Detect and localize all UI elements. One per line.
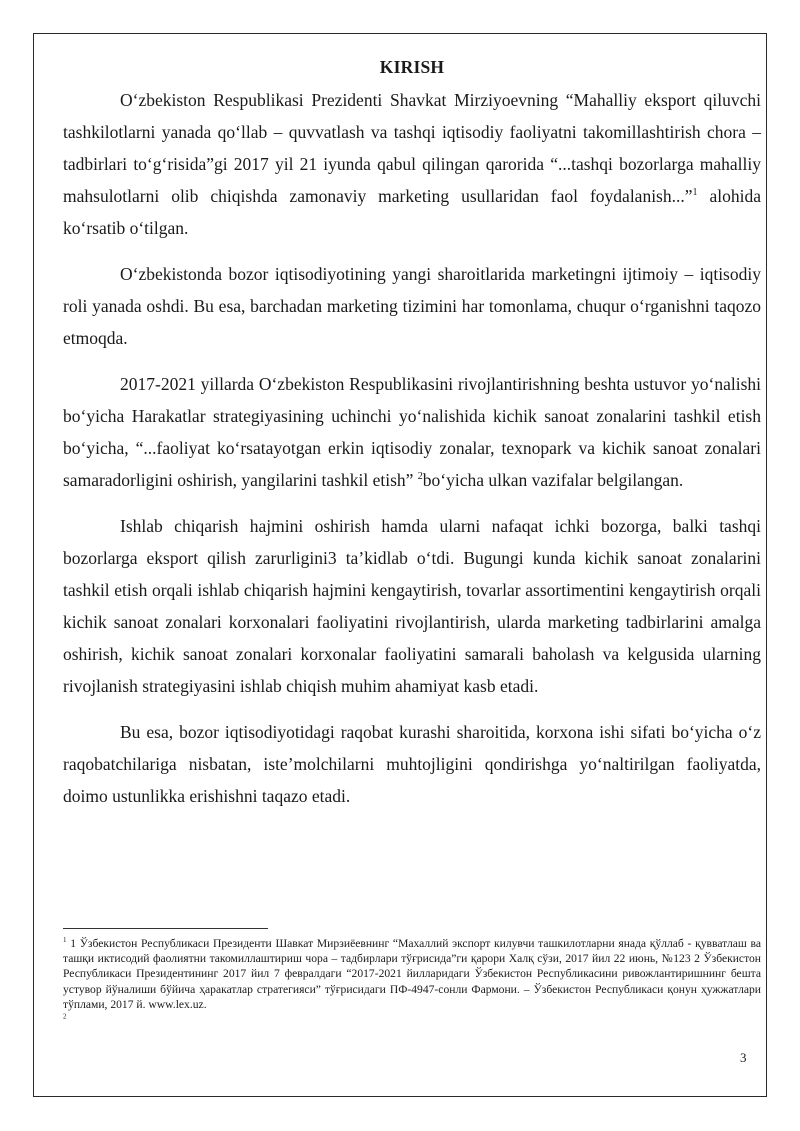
footnote-1 xyxy=(63,936,761,1012)
paragraph-1 xyxy=(63,84,761,244)
paragraph-1-text: O‘zbekiston Respublikasi Prezidenti Shavkat Mirziyoevning “Mahalliy eksport qiluvchi tashkilotlarni yanada qo‘llab – quvvatlash va tashqi iqtisodiy faoliyatni takomillashtirish chora – tadbirlari to‘g‘risida”gi 2017 yil 21 iyunda qabul qilingan qarorida “...tashqi bozorlarga mahalliy mahsulotlarni olib chiqishda zamonaviy marketing usullaridan faol foydalanish...” xyxy=(63,90,761,206)
paragraph-3-text-end: bo‘yicha ulkan vazifalar belgilangan. xyxy=(422,470,684,490)
footnote-ref-2[interactable]: 2 xyxy=(417,471,423,483)
footnote-ref-1[interactable]: 1 xyxy=(692,187,698,199)
footnote-separator xyxy=(63,928,268,929)
paragraph-3-text: 2017-2021 yillarda O‘zbekiston Respublikasini rivojlantirishning beshta ustuvor yo‘nalishi bo‘yicha Harakatlar strategiyasining uchinchi yo‘nalishida kichik sanoat zonalarini tashkil etish bo‘yicha, “...faoliyat ko‘rsatayotgan erkin iqtisodiy zonalar, texnopark va kichik sanoat zonalari samaradorligini oshirish, yangilarini tashkil etish” xyxy=(63,374,761,490)
paragraph-3 xyxy=(63,368,761,496)
footnote-2 xyxy=(63,1012,761,1027)
footnote-2-mark: 2 xyxy=(63,1012,67,1021)
paragraph-1-text-end: alohida ko‘rsatib o‘tilgan. xyxy=(63,186,761,238)
footnote-1-text: 1 Ўзбекистон Республикаси Президенти Шавкат Мирзиёевнинг “Махаллий экспорт килувчи ташкилотларни янада қўллаб - қувватлаш ва ташқи иктисодий фаолиятни такомиллаштириш чора – тадбирлари тўғрисида”ги қарори Халқ сўзи, 2017 йил 22 июнь, №123 2 Ўзбекистон Республикаси Президентининг 2017 йил 7 февралдаги “2017-2021 йилларидаги Ўзбекистон Республикасини ривожлантиришнинг бешта устувор йўналиши бўйича ҳаракатлар стратегияси” тўғрисидаги ПФ-4947-сонли Фармони. – Ўзбекистон Республикаси қонун ҳужжатлари тўплами, 2017 й. www.lex.uz. xyxy=(63,937,761,1011)
paragraph-2: O‘zbekistonda bozor iqtisodiyotining yangi sharoitlarida marketingni ijtimoiy – iqtisodiy roli yanada oshdi. Bu esa, barchadan marketing tizimini har tomonlama, chuqur o‘rganishni taqozo etmoqda. xyxy=(63,264,761,348)
paragraph-4: Ishlab chiqarish hajmini oshirish hamda ularni nafaqat ichki bozorga, balki tashqi bozorlarga eksport qilish zarurligini3 ta’kidlab o‘tdi. Bugungi kunda kichik sanoat zonalarini tashkil etish orqali ishlab chiqarish hajmini kengaytirish, tovarlar assortimentini kengaytirish orqali kichik sanoat zonalari korxonalari faoliyatini rivojlantirish, ularda marketing tadbirlarini amalga oshirish, kichik sanoat zonalari korxonalar faoliyatini samarali baholash va kelgusida ularning rivojlanish strategiyasini ishlab chiqish muhim ahamiyat kasb etadi. xyxy=(63,516,761,696)
document-body xyxy=(63,54,761,826)
footnote-1-mark: 1 xyxy=(63,936,67,945)
section-title: KIRISH xyxy=(379,57,445,77)
paragraph-5: Bu esa, bozor iqtisodiyotidagi raqobat kurashi sharoitida, korxona ishi sifati bo‘yicha o‘z raqobatchilariga nisbatan, iste’molchilarni muhtojligini qondirishga yo‘naltirilgan faoliyatda, doimo ustunlikka erishishni taqazo etadi. xyxy=(63,722,761,806)
footnotes xyxy=(63,936,761,1027)
page-number: 3 xyxy=(740,1050,747,1065)
